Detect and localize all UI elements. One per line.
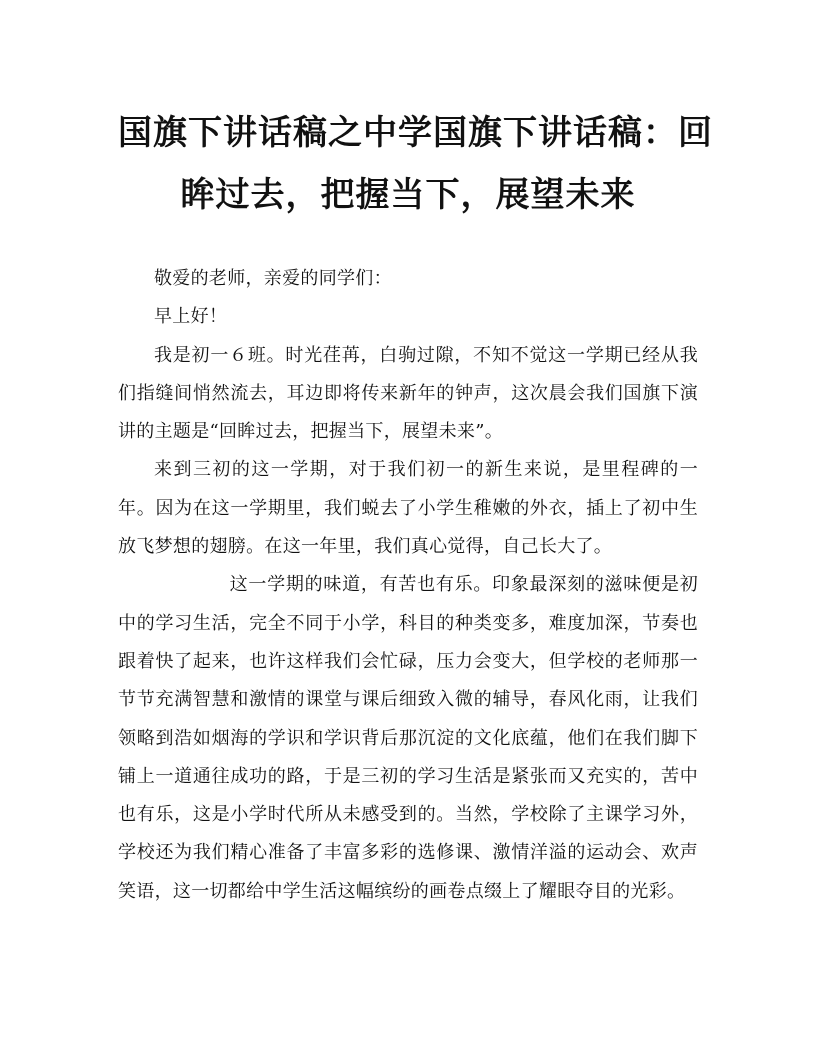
document-title [118, 102, 713, 226]
paragraph: 来到三初的这一学期，对于我们初一的新生来说，是里程碑的一年。因为在这一学期里，我们蜕去了小学生稚嫩的外衣，插上了初中生放飞梦想的翅膀。在这一年里，我们真心觉得，自己长大了。 [118, 459, 698, 558]
title-line-2: 眸过去，把握当下，展望未来 [180, 175, 636, 215]
paragraph: 这一学期的味道，有苦也有乐。印象最深刻的滋味便是初中的学习生活，完全不同于小学，科目的种类变多，难度加深，节奏也跟着快了起来，也许这样我们会忙碌，压力会变大，但学校的老师那一节节充满智慧和激情的课堂与课后细致入微的辅导，春风化雨，让我们领略到浩如烟海的学识和学识背后那沉淀的文化底蕴，他们在我们脚下铺上一道通往成功的路，于是三初的学习生活是紧张而又充实的，苦中也有乐，这是小学时代所从未感受到的。当然，学校除了主课学习外，学校还为我们精心准备了丰富多彩的选修课、激情洋溢的运动会、欢声笑语，这一切都给中学生活这幅缤纷的画卷点缀上了耀眼夺目的光彩。 [118, 574, 698, 902]
salutation: 敬爱的老师，亲爱的同学们： [154, 268, 392, 289]
title-line-1: 国旗下讲话稿之中学国旗下讲话稿：回 [118, 113, 713, 153]
paragraph: 我是初一６班。时光荏苒，白驹过隙，不知不觉这一学期已经从我们指缝间悄然流去，耳边即将传来新年的钟声，这次晨会我们国旗下演讲的主题是“回眸过去，把握当下，展望未来”。 [118, 344, 698, 443]
document-body [118, 260, 698, 911]
greeting: 早上好！ [154, 306, 228, 328]
